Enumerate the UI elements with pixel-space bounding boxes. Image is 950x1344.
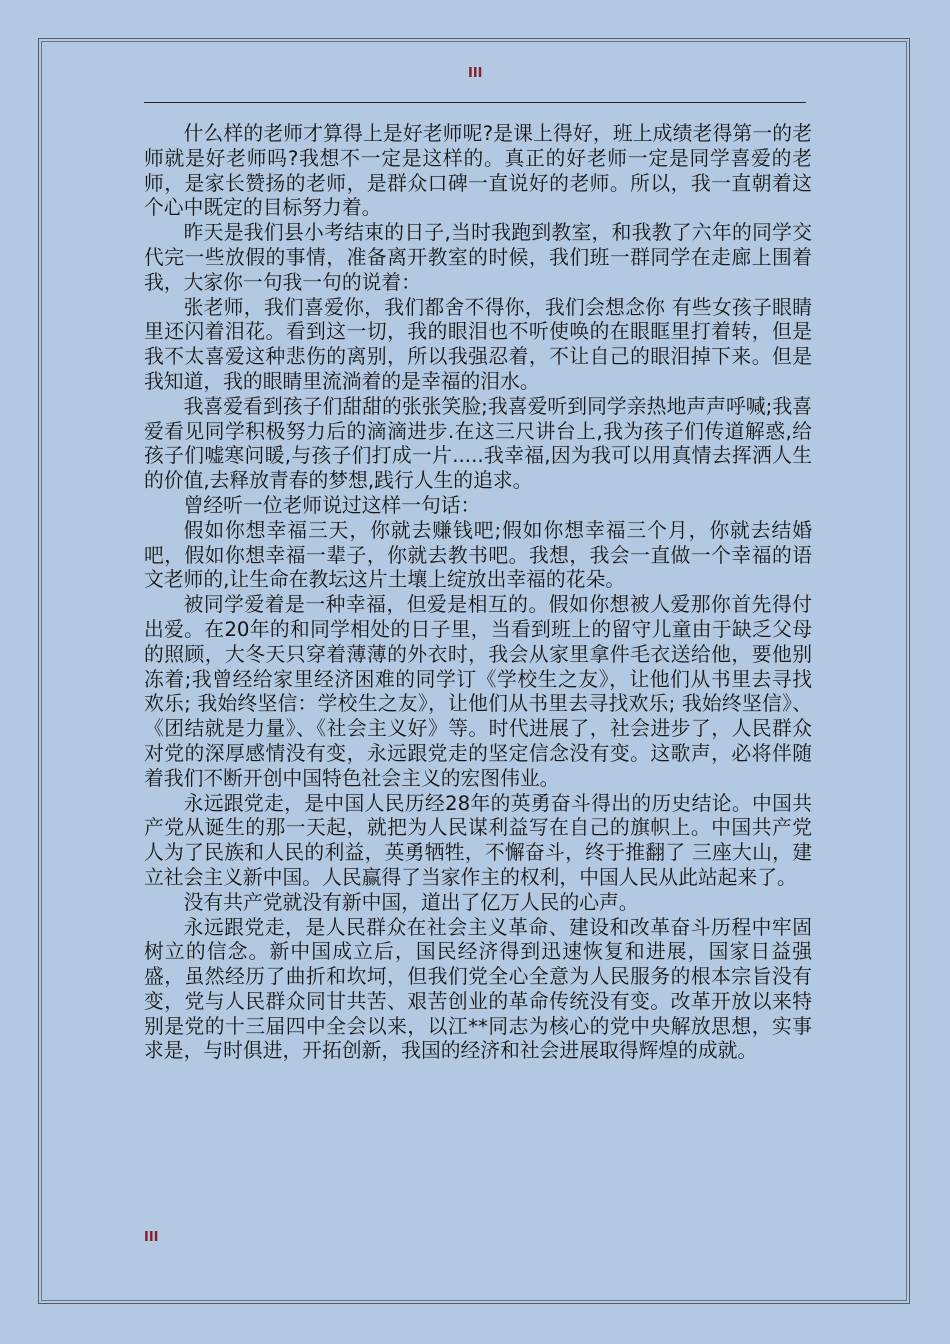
paragraph: 什么样的老师才算得上是好老师呢?是课上得好，班上成绩老得第一的老师就是好老师吗?我想不一定是这样的。真正的好老师一定是同学喜爱的老师，是家长赞扬的老师，是群众口碑一直说好的老师。所以，我一直朝着这个心中既定的目标努力着。 [144, 122, 812, 220]
paragraph: 假如你想幸福三天，你就去赚钱吧;假如你想幸福三个月，你就去结婚吧，假如你想幸福一辈子，你就去教书吧。我想，我会一直做一个幸福的语文老师的,让生命在教坛这片土壤上绽放出幸福的花朵。 [144, 518, 812, 592]
paragraph: 我喜爱看到孩子们甜甜的张张笑脸;我喜爱听到同学亲热地声声呼喊;我喜爱看见同学积极努力后的滴滴进步.在这三尺讲台上,我为孩子们传道解惑,给孩子们嘘寒问暖,与孩子们打成一片.....我幸福,因为我可以用真情去挥洒人生的价值,去释放青春的梦想,践行人生的追求。 [144, 394, 812, 493]
paragraph: 没有共产党就没有新中国，道出了亿万人民的心声。 [183, 890, 639, 914]
paragraph: 永远跟党走，是中国人民历经28年的英勇奋斗得出的历史结论。中国共产党从诞生的那一天起，就把为人民谋利益写在自己的旗帜上。中国共产党人为了民族和人民的利益，英勇牺牲，不懈奋斗，终于推翻了 三座大山，建立社会主义新中国。人民赢得了当家作主的权利，中国人民从此站起来了。 [144, 791, 812, 889]
paragraph: 曾经听一位老师说过这样一句话： [183, 493, 481, 517]
paragraph: 被同学爱着是一种幸福，但爱是相互的。假如你想被人爱那你首先得付出爱。在20年的和同学相处的日子里，当看到班上的留守儿童由于缺乏父母的照顾，大冬天只穿着薄薄的外衣时，我会从家里拿件毛衣送给他，要他别冻着;我曾经给家里经济困难的同学订《学校生之友》，让他们从书里去寻找欢乐; 我始终坚信：学校生之友》，让他们从书里去寻找欢乐; 我始终坚信》、《团结就是力量》、《社会主义好》等。时代进展了，社会进步了，人民群众对党的深厚感情没有变，永远跟党走的坚定信念没有变。这歌声，必将伴随着我们不断开创中国特色社会主义的宏图伟业。 [144, 593, 812, 790]
paragraph: 永远跟党走，是人民群众在社会主义革命、建设和改革奋斗历程中牢固树立的信念。新中国成立后，国民经济得到迅速恢复和进展，国家日益强盛，虽然经历了曲折和坎坷，但我们党全心全意为人民服务的根本宗旨没有变，党与人民群众同甘共苦、艰苦创业的革命传统没有变。改革开放以来特别是党的十三届四中全会以来，以江**同志为核心的党中央解放思想，实事求是，与时俱进，开拓创新，我国的经济和社会进展取得辉煌的成就。 [144, 915, 812, 1063]
footer-mark: III [144, 1230, 159, 1245]
document-body [144, 122, 812, 1064]
header-divider [144, 102, 806, 103]
paragraph: 昨天是我们县小考结束的日子,当时我跑到教室，和我教了六年的同学交代完一些放假的事情，准备离开教室的时候，我们班一群同学在走廊上围着我，大家你一句我一句的说着： [144, 221, 812, 294]
paragraph: 张老师，我们喜爱你，我们都舍不得你，我们会想念你 有些女孩子眼睛里还闪着泪花。看到这一切，我的眼泪也不听使唤的在眼眶里打着转，但是我不太喜爱这种悲伤的离别，所以我强忍着，不让自己的眼泪掉下来。但是我知道，我的眼睛里流淌着的是幸福的泪水。 [144, 295, 812, 393]
header-mark: III [468, 66, 483, 81]
